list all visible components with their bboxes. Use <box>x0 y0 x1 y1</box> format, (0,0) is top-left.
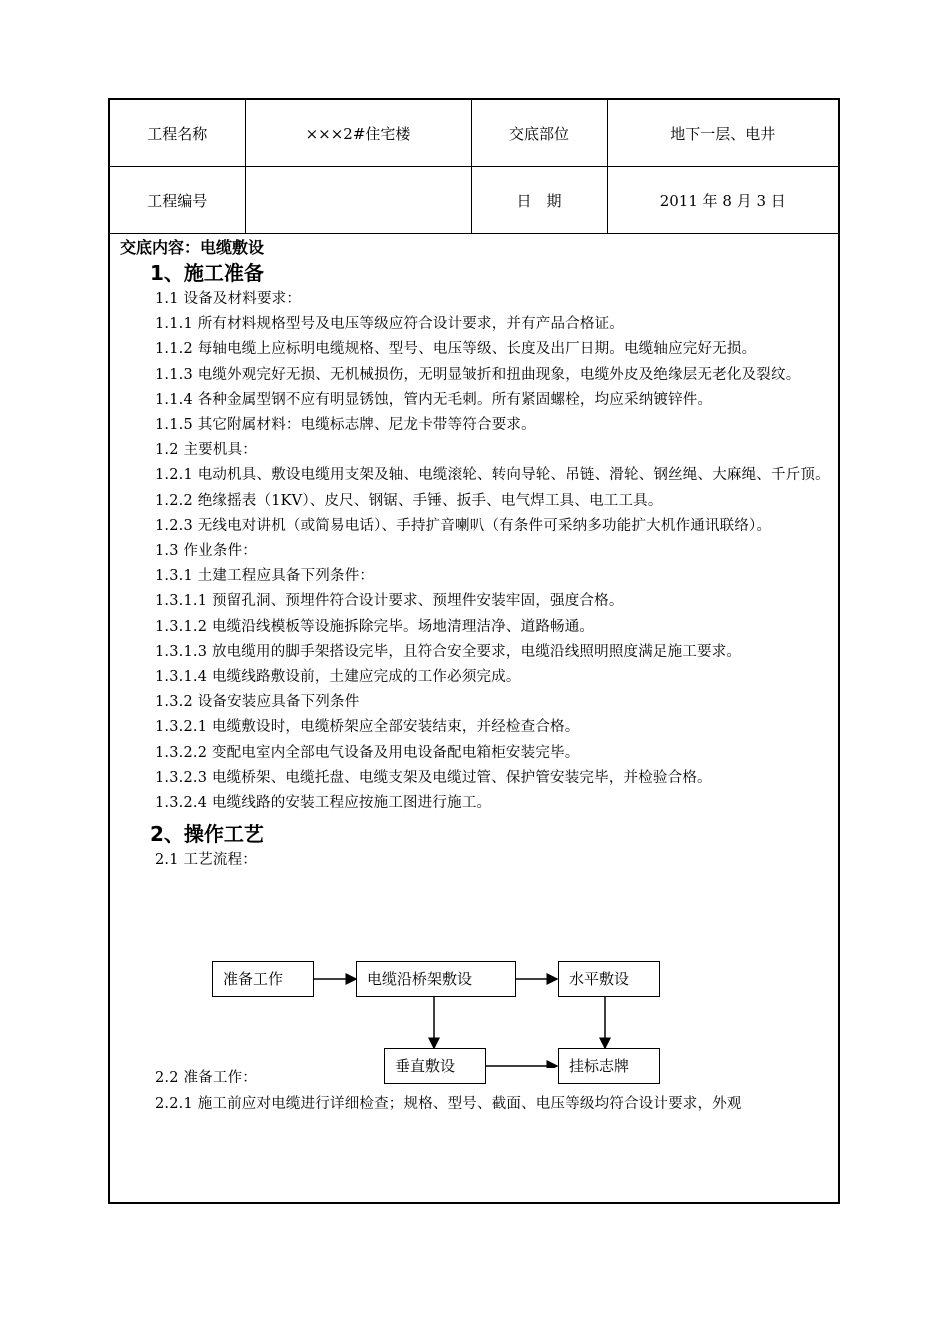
paragraph: 1.2 主要机具： <box>155 442 257 459</box>
section-2-title: 2、操作工艺 <box>150 822 264 847</box>
paragraph: 1.1.4 各种金属型钢不应有明显锈蚀，管内无毛刺。所有紧固螺栓，均应采纳镀锌件。 <box>155 391 713 408</box>
paragraph: 1.3.1.4 电缆线路敷设前，土建应完成的工作必须完成。 <box>155 669 521 686</box>
flow-heading: 2.1 工艺流程： <box>155 852 257 869</box>
date-label: 日 期 <box>471 167 607 234</box>
paragraph: 1.3.2.2 变配电室内全部电气设备及用电设备配电箱柜安装完毕。 <box>155 744 580 761</box>
paragraph: 1.2.3 无线电对讲机（或简易电话）、手持扩音喇叭（有条件可采纳多功能扩大机作通讯联络）。 <box>155 517 772 534</box>
flow-step-prep: 准备工作 <box>212 961 314 997</box>
intro-line: 交底内容：电缆敷设 <box>120 238 265 257</box>
paragraph: 1.1.5 其它附属材料：电缆标志牌、尼龙卡带等符合要求。 <box>155 417 536 434</box>
section-1-title: 1、施工准备 <box>150 261 264 285</box>
paragraph: 1.3.1.2 电缆沿线模板等设施拆除完毕。场地清理洁净、道路畅通。 <box>155 618 595 635</box>
paragraph: 1.1 设备及材料要求： <box>155 291 302 307</box>
paragraph: 1.3 作业条件： <box>155 543 257 560</box>
header-table <box>110 100 838 234</box>
paragraph: 1.2.1 电动机具、敷设电缆用支架及轴、电缆滚轮、转向导轮、吊链、滑轮、钢丝绳、大麻绳、千斤顶。 <box>155 467 830 484</box>
paragraph: 2.2 准备工作： <box>155 1070 257 1087</box>
process-flow-diagram <box>120 873 832 1068</box>
paragraph: 1.1.1 所有材料规格型号及电压等级应符合设计要求，并有产品合格证。 <box>155 316 625 333</box>
date-value: 2011 年 8 月 3 日 <box>607 167 838 234</box>
location-label: 交底部位 <box>471 100 607 167</box>
project-name-label: 工程名称 <box>110 100 245 167</box>
flow-step-horizontal: 水平敷设 <box>558 961 660 997</box>
flow-step-tray: 电缆沿桥架敷设 <box>356 961 516 997</box>
project-no-label: 工程编号 <box>110 167 245 234</box>
content-body <box>120 237 832 1117</box>
paragraph: 1.3.2.3 电缆桥架、电缆托盘、电缆支架及电缆过管、保护管安装完毕，并检验合格。 <box>155 769 712 786</box>
document-frame <box>108 98 840 1204</box>
paragraph: 1.1.2 每轴电缆上应标明电缆规格、型号、电压等级、长度及出厂日期。电缆轴应完好无损。 <box>155 341 757 358</box>
project-name-value: ×××2#住宅楼 <box>245 100 471 167</box>
paragraph: 1.3.2.1 电缆敷设时，电缆桥架应全部安装结束，并经检查合格。 <box>155 719 580 736</box>
project-no-value <box>245 167 471 234</box>
paragraph: 1.3.2.4 电缆线路的安装工程应按施工图进行施工。 <box>155 795 492 812</box>
paragraph: 1.3.1.1 预留孔洞、预埋件符合设计要求、预埋件安装牢固，强度合格。 <box>155 593 624 610</box>
location-value: 地下一层、电井 <box>607 100 838 167</box>
paragraph: 1.2.2 绝缘摇表（1KV）、皮尺、钢锯、手锤、扳手、电气焊工具、电工工具。 <box>155 492 663 509</box>
flow-step-tag: 挂标志牌 <box>558 1048 660 1084</box>
paragraph: 1.3.1 土建工程应具备下列条件： <box>155 568 375 585</box>
flow-step-vertical: 垂直敷设 <box>384 1048 486 1084</box>
paragraph: 2.2.1 施工前应对电缆进行详细检查；规格、型号、截面、电压等级均符合设计要求，外观 <box>155 1095 742 1112</box>
paragraph: 1.3.1.3 放电缆用的脚手架搭设完毕，且符合安全要求，电缆沿线照明照度满足施工要求。 <box>155 643 742 660</box>
paragraph: 1.3.2 设备安装应具备下列条件 <box>155 694 360 711</box>
section-1-body <box>120 287 832 816</box>
paragraph: 1.1.3 电缆外观完好无损、无机械损伤，无明显皱折和扭曲现象，电缆外皮及绝缘层无老化及裂纹。 <box>155 366 801 383</box>
